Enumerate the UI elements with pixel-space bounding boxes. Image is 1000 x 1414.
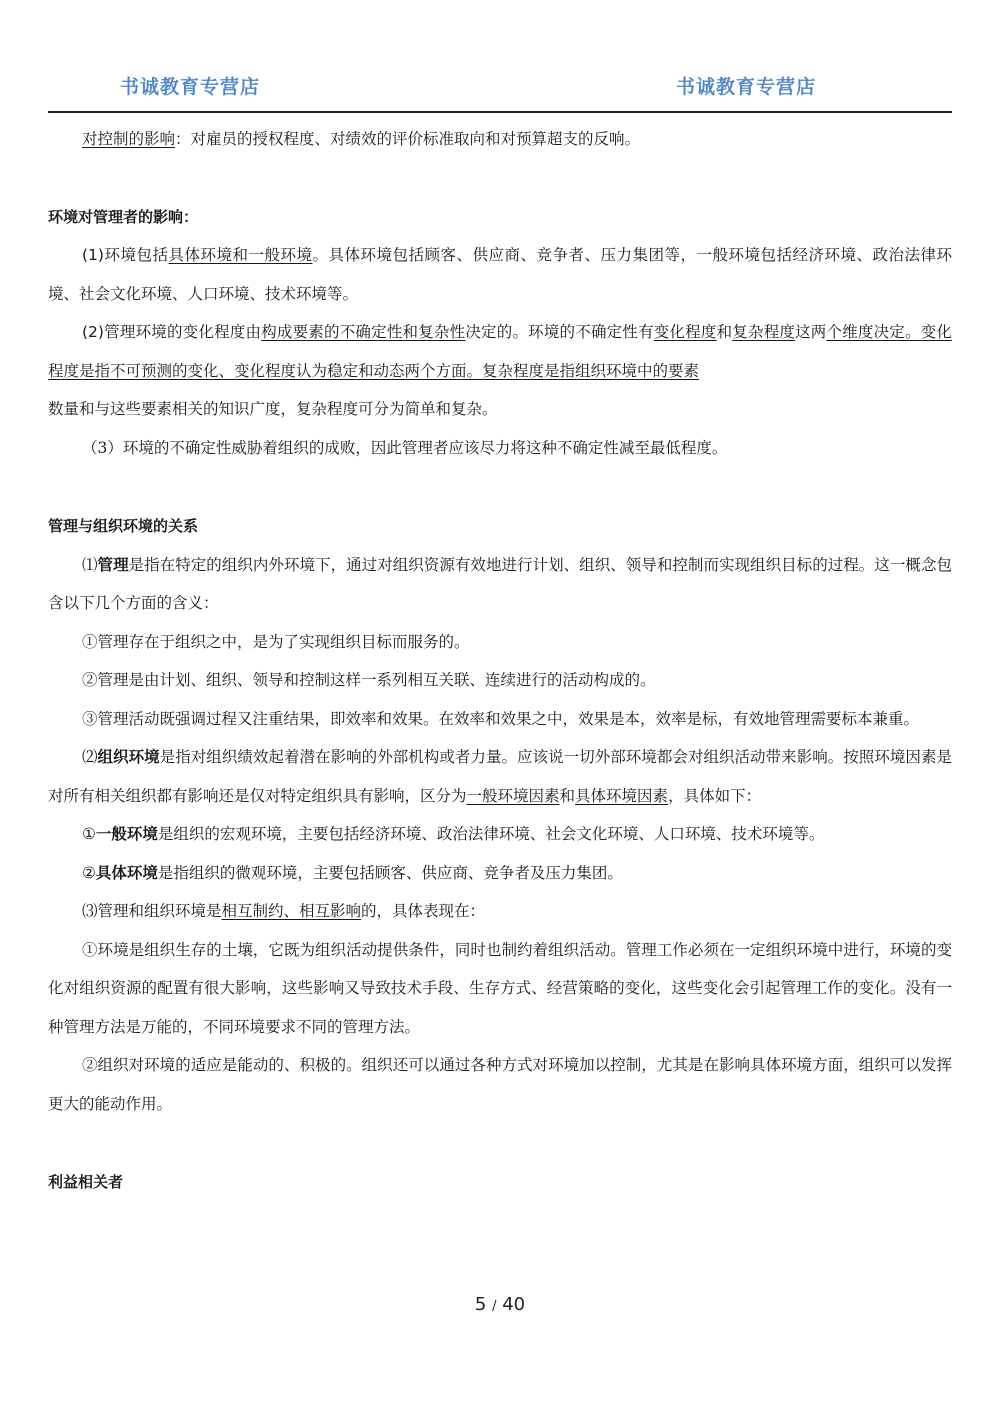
env-manager-paragraph-1: (1)环境包括具体环境和一般环境。具体环境包括顾客、供应商、竞争者、压力集团等，一般环境包括经济环境、政治法律环境、社会文化环境、人口环境、技术环境等。 bbox=[48, 246, 952, 303]
mgmt-item: ①管理存在于组织之中，是为了实现组织目标而服务的。 bbox=[82, 632, 470, 651]
specific-env-item: ②具体环境是指组织的微观环境，主要包括顾客、供应商、竞争者及压力集团。 bbox=[82, 862, 623, 882]
total-pages: 40 bbox=[502, 1294, 526, 1315]
mutual-influence-paragraph: ⑶管理和组织环境是相互制约、相互影响的，具体表现在： bbox=[82, 902, 486, 920]
page-number bbox=[0, 1294, 1000, 1315]
mutual-item: ②组织对环境的适应是能动的、积极的。组织还可以通过各种方式对环境加以控制，尤其是在影响具体环境方面，组织可以发挥更大的能动作用。 bbox=[48, 1056, 952, 1113]
section-title-mgmt-env: 管理与组织环境的关系 bbox=[48, 517, 199, 535]
page-separator: / bbox=[492, 1299, 497, 1314]
mgmt-item: ③管理活动既强调过程又注重结果，即效率和效果。在效率和效果之中，效果是本，效率是标，有效地管理需要标本兼重。 bbox=[82, 709, 920, 728]
page-header bbox=[0, 0, 1000, 113]
section-title-env-on-manager: 环境对管理者的影响： bbox=[48, 207, 199, 226]
org-env-paragraph: ⑵组织环境是指对组织绩效起着潜在影响的外部机构或者力量。应该说一切外部环境都会对组织活动带来影响。按照环境因素是对所有相关组织都有影响还是仅对特定组织具有影响，区分为一般环境因素和具体环境因素，具体如下： bbox=[48, 747, 952, 805]
current-page: 5 bbox=[474, 1294, 487, 1315]
mgmt-definition-paragraph: ⑴管理是指在特定的组织内外环境下，通过对组织资源有效地进行计划、组织、领导和控制而实现组织目标的过程。这一概念包含以下几个方面的含义： bbox=[48, 554, 952, 612]
mutual-item: ①环境是组织生存的土壤，它既为组织活动提供条件，同时也制约着组织活动。管理工作必须在一定组织环境中进行，环境的变化对组织资源的配置有很大影响，这些影响又导致技术手段、生存方式、经营策略的变化，这些变化会引起管理工作的变化。没有一种管理方法是万能的，不同环境要求不同的管理方法。 bbox=[48, 940, 952, 1036]
env-manager-paragraph-2: (2)管理环境的变化程度由构成要素的不确定性和复杂性决定的。环境的不确定性有变化程度和复杂程度这两个维度决定。变化程度是指不可预测的变化、变化程度认为稳定和动态两个方面。复杂程度是指组织环境中的要素 数量和与这些要素相关的知识广度，复杂程度可分为简单和复杂。 bbox=[48, 323, 952, 418]
section-title-stakeholders: 利益相关者 bbox=[48, 1173, 124, 1191]
document-body bbox=[48, 120, 952, 1202]
control-effect-text: ：对雇员的授权程度、对绩效的评价标准取向和对预算超支的反响。 bbox=[175, 130, 641, 148]
header-divider bbox=[48, 111, 952, 113]
control-effect-label: 对控制的影响 bbox=[82, 130, 176, 148]
general-env-item: ①一般环境是组织的宏观环境，主要包括经济环境、政治法律环境、社会文化环境、人口环境、技术环境等。 bbox=[82, 824, 825, 843]
control-effect-paragraph bbox=[48, 120, 952, 159]
brand-right: 书诚教育专营店 bbox=[676, 76, 817, 98]
mgmt-item: ②管理是由计划、组织、领导和控制这样一系列相互关联、连续进行的活动构成的。 bbox=[82, 671, 656, 689]
env-manager-paragraph-3: （3）环境的不确定性威胁着组织的成败，因此管理者应该尽力将这种不确定性减至最低程度。 bbox=[82, 438, 728, 457]
brand-left: 书诚教育专营店 bbox=[120, 76, 261, 98]
